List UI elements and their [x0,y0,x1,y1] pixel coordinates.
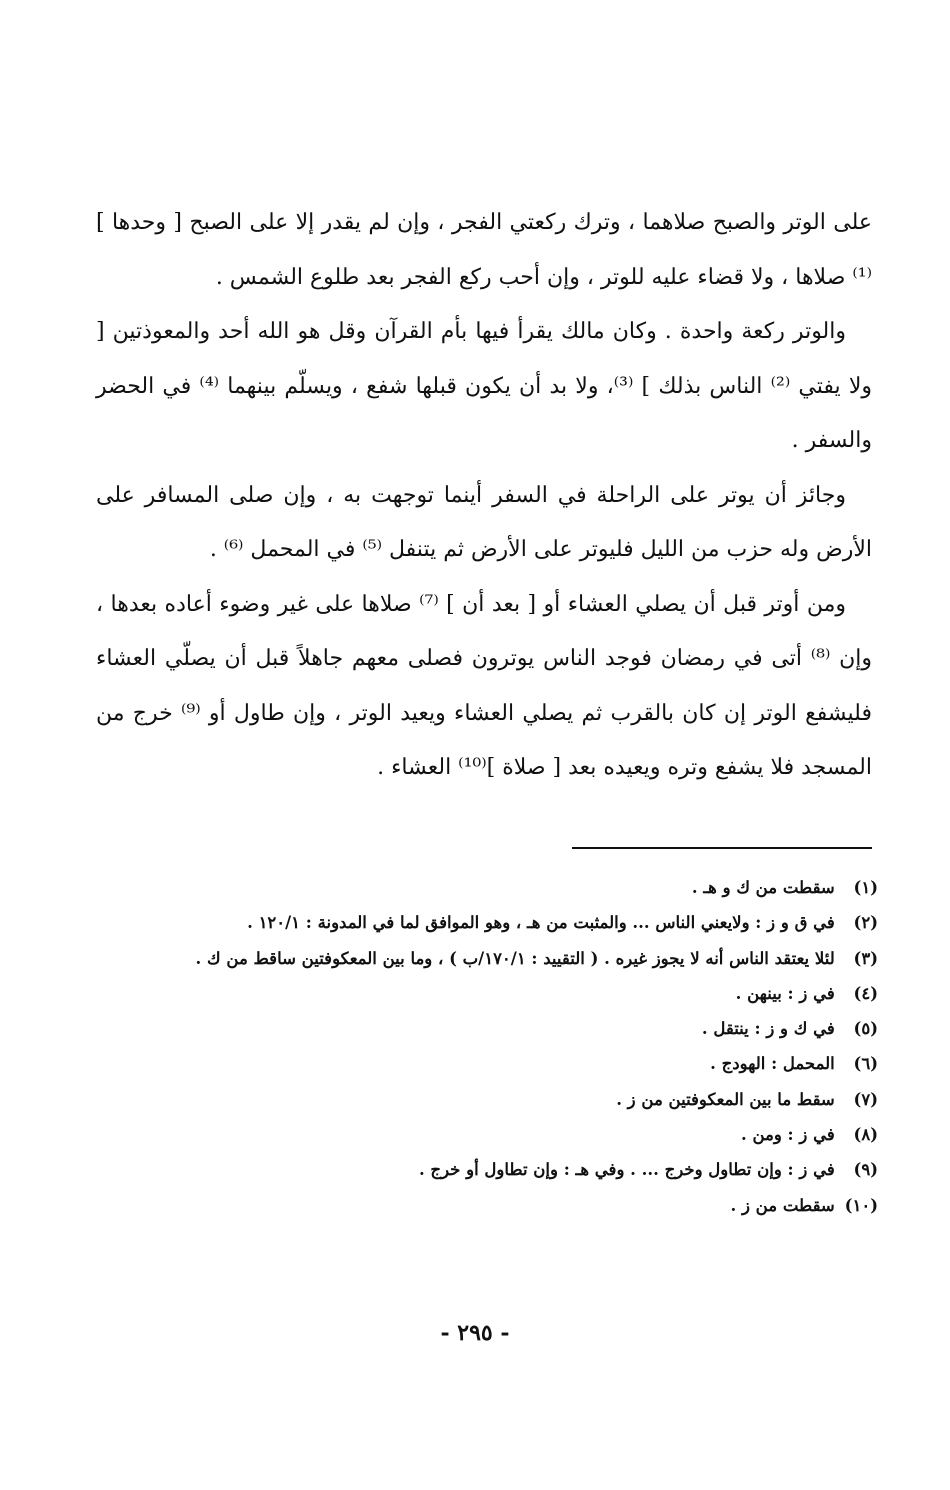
page-number: - ٢٩٥ - [440,1320,510,1346]
footnote-text: المحمل : الهودج . [710,1054,835,1074]
footnote-number: (٤) [853,983,878,1003]
footnote-text: في ز : بينهن . [735,983,835,1003]
footnote-item [60,1188,878,1223]
footnote-text: سقطت من ز . [730,1195,835,1215]
footnote-number: (٩) [853,1160,878,1180]
footnote-number: (٣) [853,948,878,968]
footnote-item [60,1082,878,1117]
footnote-item [60,870,878,905]
footnote-item [60,1117,878,1152]
footnote-number: (٥) [853,1019,878,1039]
paragraph: على الوتر والصبح صلاهما ، وترك ركعتي الفجر ، وإن لم يقدر إلا على الصبح [ وحدها ] ⁽¹⁾ صلاها ، ولا قضاء عليه للوتر ، وإن أحب ركع الفجر بعد طلوع الشمس . [96,210,872,290]
footnote-item [60,905,878,940]
footnote-number: (١) [853,878,878,897]
footnote-text: لئلا يعتقد الناس أنه لا يجوز غيره . ( التقييد : ١٧٠/١/ب ) ، وما بين المعكوفتين ساقط من ك . [195,948,835,968]
footnote-text: سقطت من ك و هـ . [691,878,835,897]
main-text-body [96,196,872,796]
paragraph: والوتر ركعة واحدة . وكان مالك يقرأ فيها بأم القرآن وقل هو الله أحد والمعوذتين [ ولا يفتي ⁽²⁾ الناس بذلك ] ⁽³⁾، ولا بد أن يكون قبلها شفع ، ويسلّم بينهما ⁽⁴⁾ في الحضر والسفر . [96,319,872,453]
paragraph: وجائز أن يوتر على الراحلة في السفر أينما توجهت به ، وإن صلى المسافر على الأرض وله حزب من الليل فليوتر على الأرض ثم يتنفل ⁽⁵⁾ في المحمل ⁽⁶⁾ . [96,482,872,562]
footnote-number: (٢) [853,913,878,933]
footnote-item [60,1046,878,1081]
footnote-text: سقط ما بين المعكوفتين من ز . [616,1089,835,1109]
footnote-item [60,976,878,1011]
footnote-text: في ز : ومن . [740,1125,835,1145]
footnote-item [60,941,878,976]
footnote-number: (٦) [853,1054,878,1074]
footnote-text: في ز : وإن تطاول وخرج ... . وفي هـ : وإن تطاول أو خرج . [418,1160,835,1180]
footnote-number: (١٠) [844,1195,878,1215]
footnote-number: (٧) [853,1089,878,1109]
footnote-text: في ك و ز : ينتقل . [701,1019,835,1039]
footnote-number: (٨) [853,1125,878,1145]
footnote-separator [572,847,872,849]
footnote-text: في ق و ز : ولايعني الناس ... والمثبت من هـ ، وهو الموافق لما في المدونة : ١٢٠/١ . [247,913,835,933]
footnote-item [60,1011,878,1046]
paragraph: ومن أوتر قبل أن يصلي العشاء أو [ بعد أن ] ⁽⁷⁾ صلاها على غير وضوء أعاده بعدها ، وإن ⁽⁸⁾ أتى في رمضان فوجد الناس يوترون فصلى معهم جاهلاً قبل أن يصلّي العشاء فليشفع الوتر إن كان بالقرب ثم يصلي العشاء ويعيد الوتر ، وإن طاول أو ⁽⁹⁾ خرج من المسجد فلا يشفع وتره ويعيده بعد [ صلاة ]⁽¹⁰⁾ العشاء . [96,591,872,780]
footnote-item [60,1152,878,1187]
footnotes-list [60,870,878,1223]
